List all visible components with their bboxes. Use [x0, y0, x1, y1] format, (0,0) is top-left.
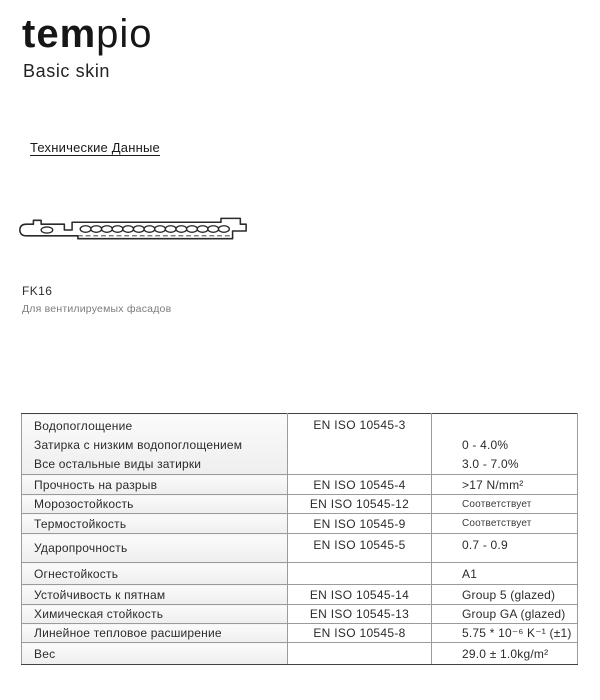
property-line: Все остальные виды затирки: [34, 457, 202, 471]
table-row: [22, 563, 578, 585]
hollow-cell: [41, 227, 53, 233]
standard-cell: EN ISO 10545-13: [288, 605, 432, 624]
property-cell: Химическая стойкость: [22, 605, 288, 624]
property-cell: Морозостойкость: [22, 495, 288, 514]
technical-data-heading[interactable]: Технические Данные: [30, 140, 160, 155]
value-line: 3.0 - 7.0%: [462, 457, 519, 471]
standard-cell: [288, 563, 432, 585]
property-cell: Огнестойкость: [22, 563, 288, 585]
spec-table: [21, 413, 578, 665]
standard-cell: EN ISO 10545-14: [288, 585, 432, 605]
value-cell: Group GA (glazed): [432, 605, 578, 624]
property-cell: Линейное тепловое расширение: [22, 624, 288, 643]
value-cell: >17 N/mm²: [432, 475, 578, 495]
value-cell: Соответствует: [432, 495, 578, 514]
product-description: Для вентилируемых фасадов: [22, 303, 172, 315]
table-row: [22, 475, 578, 495]
value-cell: Group 5 (glazed): [432, 585, 578, 605]
value-cell: 5.75 * 10⁻⁶ K⁻¹ (±1): [432, 624, 578, 643]
property-cell: Прочность на разрыв: [22, 475, 288, 495]
standard-cell: EN ISO 10545-4: [288, 475, 432, 495]
product-line-subtitle: Basic skin: [23, 61, 111, 81]
standard-cell: EN ISO 10545-9: [288, 514, 432, 534]
standard-cell: EN ISO 10545-12: [288, 495, 432, 514]
property-cell: Ударопрочность: [22, 534, 288, 563]
property-line: Водопоглощение: [34, 419, 133, 433]
value-cell: [432, 414, 578, 475]
table-row: [22, 534, 578, 563]
brand-logo: [22, 12, 153, 56]
property-line: Затирка с низким водопоглощением: [34, 438, 243, 452]
standard-cell: [288, 643, 432, 665]
standard-cell: EN ISO 10545-8: [288, 624, 432, 643]
table-row: [22, 585, 578, 605]
profile-cross-section-drawing: [16, 211, 250, 249]
property-cell: Термостойкость: [22, 514, 288, 534]
property-cell: [22, 414, 288, 475]
value-line: 0 - 4.0%: [462, 438, 509, 452]
table-row: [22, 624, 578, 643]
table-row: [22, 414, 578, 475]
property-cell: Вес: [22, 643, 288, 665]
profile-outline-svg: [16, 211, 250, 249]
property-cell: Устойчивость к пятнам: [22, 585, 288, 605]
product-code-label: FK16: [22, 284, 53, 298]
table-row: [22, 643, 578, 665]
value-cell: 29.0 ± 1.0kg/m²: [432, 643, 578, 665]
value-cell: A1: [432, 563, 578, 585]
value-cell: 0.7 - 0.9: [432, 534, 578, 563]
brand-logo-light-part: pio: [96, 12, 153, 56]
brand-logo-bold-part: tem: [22, 12, 97, 56]
table-row: [22, 605, 578, 624]
standard-cell: EN ISO 10545-3: [288, 414, 432, 475]
table-row: [22, 495, 578, 514]
value-cell: Соответствует: [432, 514, 578, 534]
standard-cell: EN ISO 10545-5: [288, 534, 432, 563]
spec-table-container: [21, 413, 577, 665]
table-row: [22, 514, 578, 534]
